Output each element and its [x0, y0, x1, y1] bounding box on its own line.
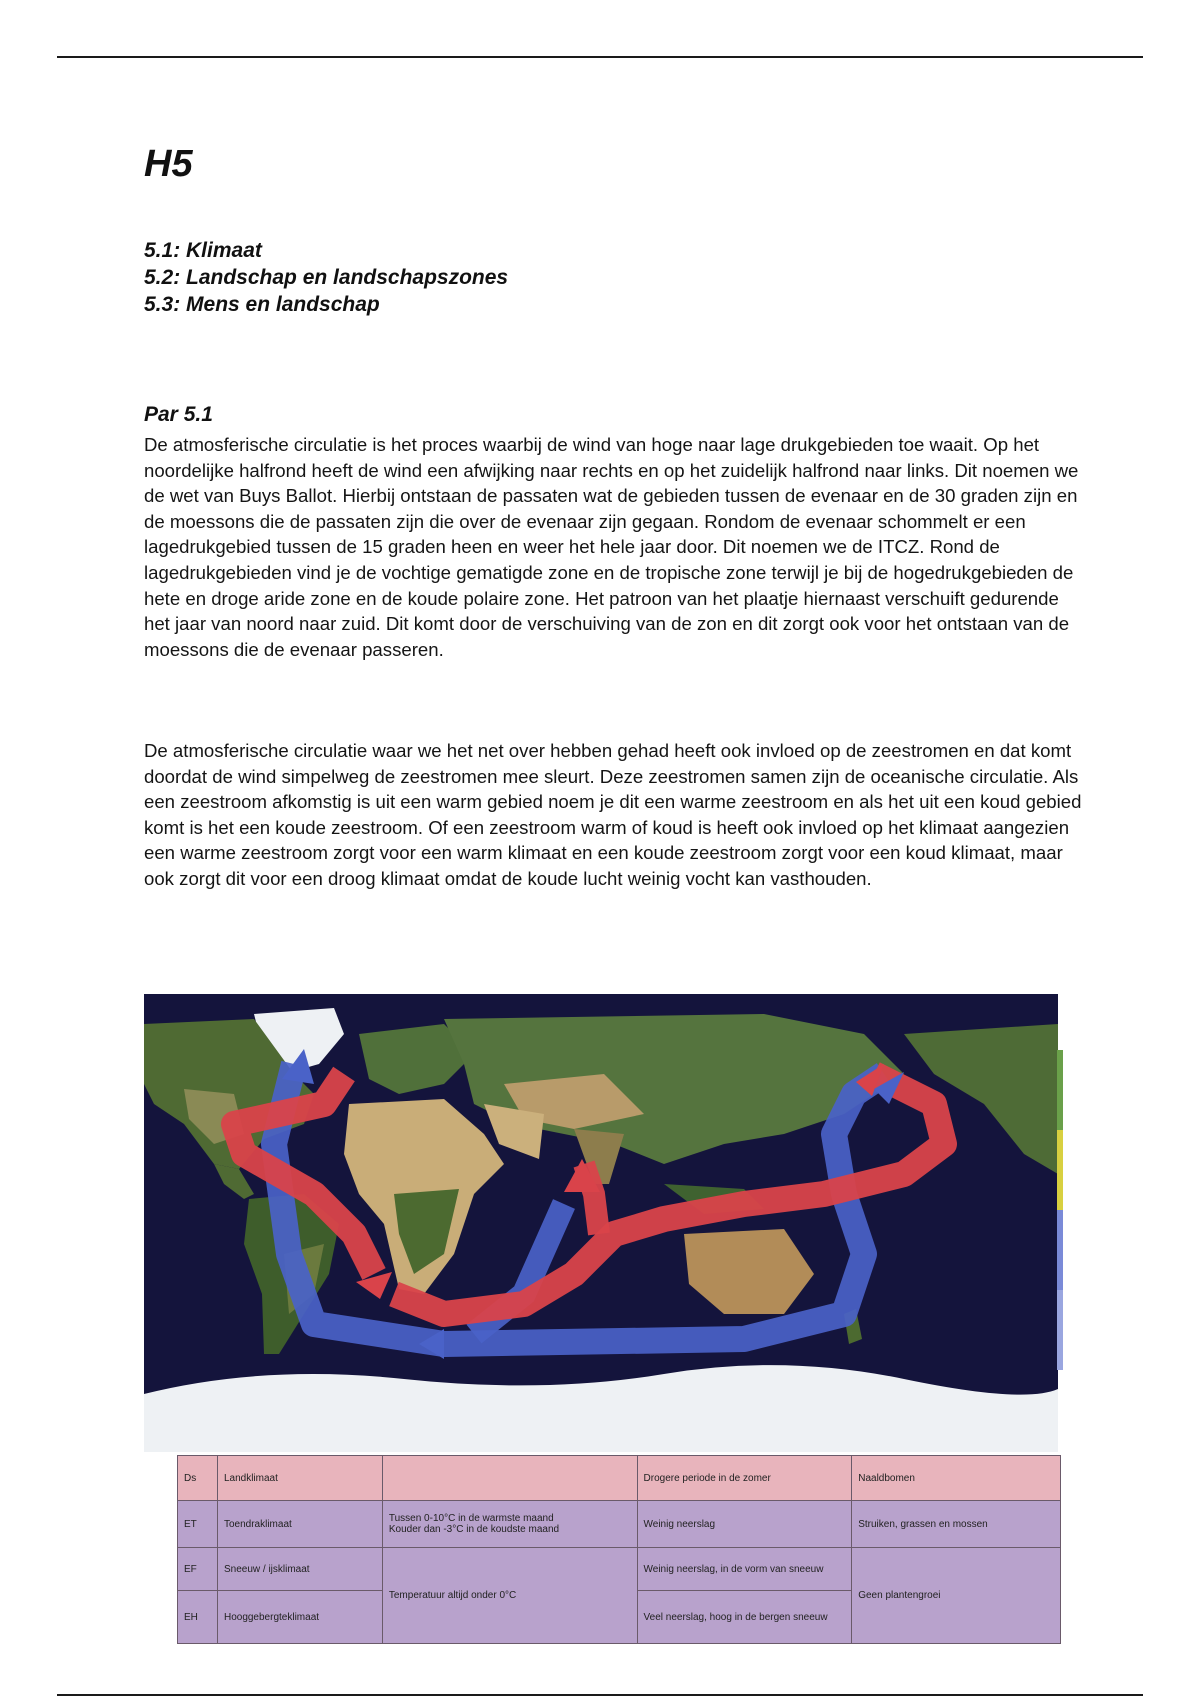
toc-item: 5.1: Klimaat — [144, 239, 262, 262]
climate-vegetation: Geen plantengroei — [852, 1548, 1061, 1644]
map-edge-color-strip — [1057, 1050, 1063, 1370]
climate-table — [177, 1455, 1061, 1644]
climate-precipitation: Weinig neerslag — [637, 1501, 852, 1548]
ocean-currents-world-map — [144, 994, 1058, 1452]
table-row — [178, 1501, 1061, 1548]
table-of-contents — [144, 237, 508, 318]
table-row — [178, 1548, 1061, 1591]
climate-precipitation: Drogere periode in de zomer — [637, 1456, 852, 1501]
table-row — [178, 1456, 1061, 1501]
climate-code: Ds — [178, 1456, 218, 1501]
section-title: Par 5.1 — [144, 403, 213, 426]
toc-item: 5.2: Landschap en landschapszones — [144, 266, 509, 289]
climate-precipitation: Weinig neerslag, in de vorm van sneeuw — [637, 1548, 852, 1591]
climate-precipitation: Veel neerslag, hoog in de bergen sneeuw — [637, 1591, 852, 1644]
temperature-line: Kouder dan -3°C in de koudste maand — [388, 1524, 560, 1535]
temperature-line: Tussen 0-10°C in de warmste maand — [388, 1513, 554, 1524]
world-map-image — [144, 994, 1058, 1452]
climate-temperature: Temperatuur altijd onder 0°C — [382, 1548, 637, 1644]
climate-name: Toendraklimaat — [217, 1501, 382, 1548]
paragraph-ocean-currents: De atmosferische circulatie waar we het net over hebben gehad heeft ook invloed op de zeestromen en dat komt doordat de wind simpelweg de zeestromen mee sleurt. Deze zeestromen samen zijn de oceanische circulatie. Als een zeestroom afkomstig is uit een warm gebied noem je dit een warme zeestroom en als het uit een koud gebied komt is het een koude zeestroom. Of een zeestroom warm of koud is heeft ook invloed op het klimaat aangezien een warme zeestroom zorgt voor een warm klimaat en een koude zeestroom zorgt voor een koud klimaat, maar ook zorgt dit voor een droog klimaat omdat de koude lucht weinig vocht kan vasthouden. — [144, 740, 1082, 889]
climate-code: ET — [178, 1501, 218, 1548]
climate-vegetation: Naaldbomen — [852, 1456, 1061, 1501]
climate-name: Hooggebergteklimaat — [217, 1591, 382, 1644]
climate-name: Sneeuw / ijsklimaat — [217, 1548, 382, 1591]
top-rule — [57, 56, 1143, 58]
climate-name: Landklimaat — [217, 1456, 382, 1501]
climate-code: EF — [178, 1548, 218, 1591]
climate-temperature — [382, 1501, 637, 1548]
paragraph-atmospheric-circulation: De atmosferische circulatie is het proces waarbij de wind van hoge naar lage drukgebieden toe waait. Op het noordelijke halfrond heeft de wind een afwijking naar rechts en op het zuidelijk halfrond naar links. Dit noemen we de wet van Buys Ballot. Hierbij ontstaan de passaten wat de gebieden tussen de evenaar en de 30 graden zijn en de moessons die de passaten zijn die over de evenaar zijn gegaan. Rondom de evenaar schommelt er een lagedrukgebied tussen de 15 graden heen en weer het hele jaar door. Dit noemen we de ITCZ. Rond de lagedrukgebieden vind je de vochtige gematigde zone en de tropische zone terwijl je bij de hogedrukgebieden de hete en droge aride zone en de koude polaire zone. Het patroon van het plaatje hiernaast verschuift gedurende het jaar van noord naar zuid. Dit komt door de verschuiving van de zon en dit zorgt ook voor het ontstaan van de moessons die de evenaar passeren. — [144, 434, 1079, 660]
climate-vegetation: Struiken, grassen en mossen — [852, 1501, 1061, 1548]
chapter-heading: H5 — [144, 143, 193, 185]
bottom-rule — [57, 1694, 1143, 1696]
climate-code: EH — [178, 1591, 218, 1644]
climate-table-grid — [177, 1455, 1061, 1644]
climate-temperature — [382, 1456, 637, 1501]
toc-item: 5.3: Mens en landschap — [144, 293, 380, 316]
